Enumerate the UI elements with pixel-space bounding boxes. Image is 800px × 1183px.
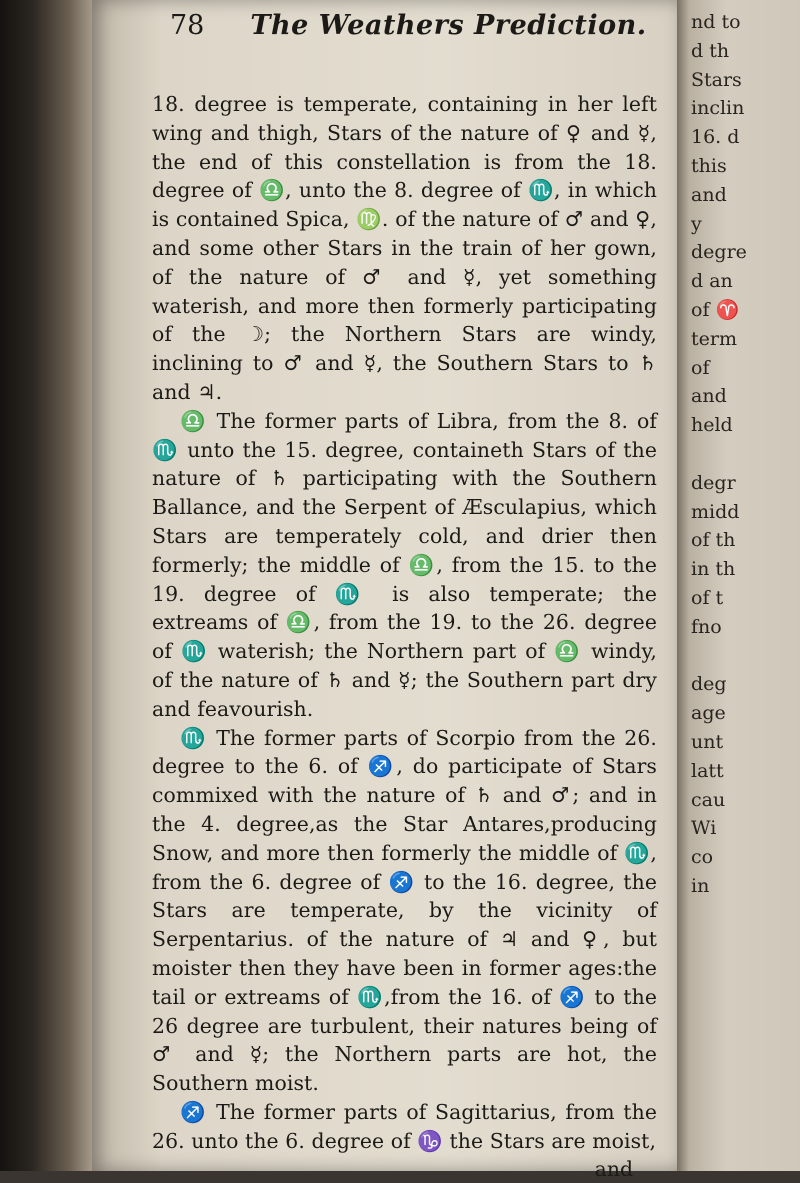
adjacent-page-fragment: term (691, 327, 737, 350)
adjacent-page-fragment: age (691, 702, 726, 725)
adjacent-page-fragment: fno (691, 615, 722, 638)
adjacent-page-fragment: of t (691, 586, 724, 609)
page-number: 78 (170, 10, 205, 41)
adjacent-page-fragment: Wi (691, 817, 717, 840)
adjacent-page-fragment: degr (691, 471, 736, 494)
adjacent-page-fragment: in (691, 874, 710, 897)
adjacent-page-fragment: d th (691, 39, 730, 62)
adjacent-page-fragment: deg (691, 673, 727, 696)
paragraph-scorpio: ♏ The former parts of Scorpio from the 26. degree to the 6. of ♐, do participate of Stars commixed with the nature of ♄ and ♂; and in the 4. degree,as the Star Antares,producing Snow, and more then formerly the middle of ♏, from the 6. degree of ♐ to the 16. degree, the Stars are temperate, by the vicinity of Serpentarius. of the nature of ♃ and ♀, but moister then they have been in former ages:the tail or extreams of ♏,from the 16. of ♐ to the 26 degree are turbulent, their natures being of ♂ and ☿; the Northern parts are hot, the Southern moist. (152, 725, 657, 1096)
adjacent-page-fragment: degre (691, 241, 747, 264)
adjacent-page-fragment: 16. d (691, 126, 740, 149)
adjacent-page-fragment: co (691, 846, 714, 869)
running-head (170, 10, 690, 50)
adjacent-page-fragment: of ♈ (691, 298, 740, 321)
paragraph-sagittarius: ♐ The former parts of Sagittarius, from the 26. unto the 6. degree of ♑ the Stars are moist, (152, 1099, 657, 1153)
adjacent-page-fragment: Stars (691, 68, 742, 91)
paragraph-libra: ♎ The former parts of Libra, from the 8. of ♏ unto the 15. degree, containeth Stars of the nature of ♄ participating with the Southern Ballance, and the Serpent of Æsculapius, which Stars are temperately cold, and drier then formerly; the middle of ♎, from the 15. to the 19. degree of ♏ is also temperate; the extreams of ♎, from the 19. to the 26. degree of ♏ waterish; the Northern part of ♎ windy, of the nature of ♄ and ☿; the Southern part dry and feavourish. (152, 408, 657, 721)
adjacent-page-fragment: of th (691, 529, 736, 552)
adjacent-page-fragment: held (691, 414, 733, 437)
adjacent-page-fragment (691, 440, 747, 469)
adjacent-page-fragment: inclin (691, 97, 745, 120)
adjacent-page-fragment: cau (691, 788, 726, 811)
running-title: The Weathers Prediction. (250, 10, 647, 41)
adjacent-page-fragment: midd (691, 500, 740, 523)
adjacent-page-fragment (691, 642, 747, 671)
book-binding-shadow (0, 0, 92, 1171)
adjacent-page-fragment: unt (691, 730, 724, 753)
adjacent-page-fragment: this (691, 154, 727, 177)
adjacent-page-fragment: and (691, 183, 727, 206)
adjacent-page-edge (677, 0, 800, 1171)
page-content (152, 10, 657, 1183)
adjacent-page-fragment: d an (691, 270, 733, 293)
adjacent-page-fragment: and (691, 385, 727, 408)
adjacent-page-fragment: latt (691, 759, 724, 782)
adjacent-page-fragment: of (691, 356, 710, 379)
adjacent-page-fragment: in th (691, 558, 736, 581)
adjacent-page-fragment: y (691, 212, 702, 235)
book-page (92, 0, 677, 1182)
adjacent-page-fragment: nd to (691, 11, 741, 33)
catchword: and (594, 1157, 633, 1182)
adjacent-page-text (691, 8, 747, 901)
paragraph-virgo-end: 18. degree is temperate, containing in her left wing and thigh, Stars of the nature of ♀ and ☿, the end of this constellation is from the 18. degree of ♎, unto the 8. degree of ♏, in which is contained Spica, ♍. of the nature of ♂ and ♀, and some other Stars in the train of her gown, of the nature of ♂ and ☿, yet something waterish, and more then formerly participating of the ☽; the Northern Stars are windy, inclining to ♂ and ☿, the Southern Stars to ♄ and ♃. (152, 92, 657, 404)
